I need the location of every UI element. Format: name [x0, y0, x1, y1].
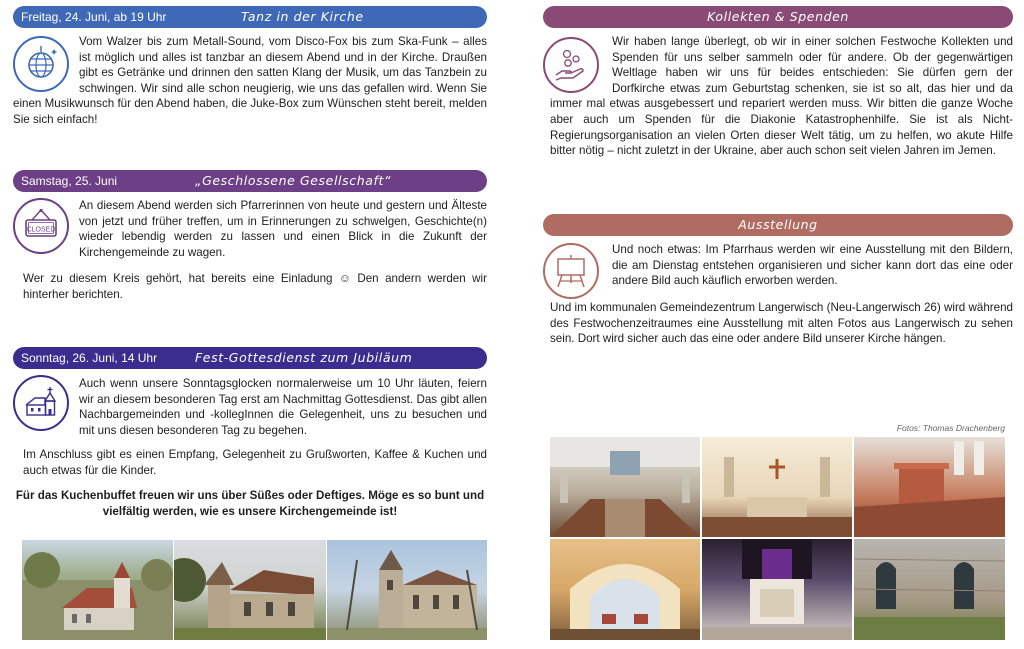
event-body-tanz: Vom Walzer bis zum Metall-Sound, vom Disco-Fox bis zum Ska-Funk – alles ist möglich und alles ist tanzbar an diesem Abend und in der Kirche. Draußen gibt es Getränke und drinnen den satten Klang der Musik, um das Tanzbein zu schwingen. Wir sind alle schon neugierig, wie uns das gefallen wird. Wenn Sie einen Musikwunsch für den Abend haben, die Juke-Box zum Wünschen steht bereit, melden Sie sich einfach! — [13, 35, 487, 126]
gallery-arch-photo — [550, 539, 700, 640]
event-title: „Geschlossene Gesellschaft“ — [195, 173, 392, 188]
church-front-photo — [327, 540, 487, 640]
nave-photo — [550, 437, 700, 537]
event-body-gottesdienst: Auch wenn unsere Sonntagsglocken normalerweise um 10 Uhr läuten, feiern wir an diesem besonderen Tag erst am Nachmittag Gottesdienst. Das gibt allen Nachbargemeinden und -kollegInnen die Gelegenheit, uns zu besuchen und mit uns diesen besonderen Tag zu begehen. — [79, 377, 487, 437]
church-interior-photos — [550, 437, 1005, 640]
section-body-ausstellung: Und noch etwas: Im Pfarrhaus werden wir eine Ausstellung mit den Bildern, die am Dienstag entstehen organisieren und sicher kann dort das eine oder andere Bild auch käuflich erworben werden. — [612, 243, 1013, 288]
event-header-gottesdienst — [13, 347, 487, 369]
event-header-gesellschaft — [13, 170, 487, 192]
event-date: Samstag, 25. Juni — [21, 174, 118, 188]
stone-wall-photo — [854, 539, 1005, 640]
event-note-gottesdienst: Im Anschluss gibt es einen Empfang, Gelegenheit zu Grußworten, Kaffee & Kuchen und auch etwas für die Kinder. — [23, 448, 487, 477]
kuchenbuffet-note: Für das Kuchenbuffet freuen wir uns über Süßes oder Deftiges. Möge es so bunt und vielfältig werden, wie es unsere Kirchengemeinde ist! — [15, 489, 485, 518]
event-header-tanz — [13, 6, 487, 28]
section-header-ausstellung — [543, 214, 1013, 236]
event-note-gesellschaft: Wer zu diesem Kreis gehört, hat bereits eine Einladung ☺ Den andern werden wir hinterher berichten. — [23, 272, 487, 301]
section-header-kollekten — [543, 6, 1013, 28]
event-title: Fest-Gottesdienst zum Jubiläum — [195, 350, 413, 365]
aerial-church-photo — [22, 540, 173, 640]
church-side-photo — [174, 540, 326, 640]
section-body-kollekten: Wir haben lange überlegt, ob wir in einer solchen Festwoche Kollekten und Spenden für uns selber sammeln oder für andere. Ob der gegenwärtigen Weltlage haben wir uns für beides entschieden: Sie dürfen gern der Dorfkirche etwas zum Geburtstag schenken, sie ist so alt, das hier und da immer mal etwas ausgebessert und repariert werden muss. Wir bitten die ganze Woche aber auch um Spenden für die Diakonie Katastrophenhilfe. Sie ist als Nicht-Regierungsorganisation an vielen Orten dieser Welt tätig, um zu helfen, wo akute Hilfe bitter nötig – nicht zuletzt in der Ukraine, aber auch schon seit vielen Jahren im Jemen. — [550, 35, 1013, 158]
event-body-gesellschaft: An diesem Abend werden sich Pfarrerinnen von heute und gestern und Älteste von jetzt und früher treffen, um in Erinnerungen zu schwelgen, Geschichte(n) wieder lebendig werden zu lassen und einen Blick in die Zukunft der Kirchengemeinde zu wagen. — [79, 199, 487, 259]
closed-sign-text: CLOSED — [26, 226, 56, 234]
pulpit-photo — [702, 539, 852, 640]
church-exterior-photos — [22, 540, 487, 640]
event-date: Sonntag, 26. Juni, 14 Uhr — [21, 351, 158, 365]
section-note-ausstellung: Und im kommunalen Gemeindezentrum Langerwisch (Neu-Langerwisch 26) wird während des Festwochenzeitraumes eine Ausstellung mit alten Fotos aus Langerwisch zu sehen sein. Dort wird sicher auch das eine oder andere Bild unserer Kirche hängen. — [550, 301, 1013, 346]
section-title: Ausstellung — [738, 217, 818, 232]
event-title: Tanz in der Kirche — [241, 9, 364, 24]
baptismal-font-photo — [854, 437, 1005, 537]
altar-photo — [702, 437, 852, 537]
photo-credit: Fotos: Thomas Drachenberg — [896, 423, 1005, 433]
section-title: Kollekten & Spenden — [707, 9, 849, 24]
event-date: Freitag, 24. Juni, ab 19 Uhr — [21, 10, 167, 24]
